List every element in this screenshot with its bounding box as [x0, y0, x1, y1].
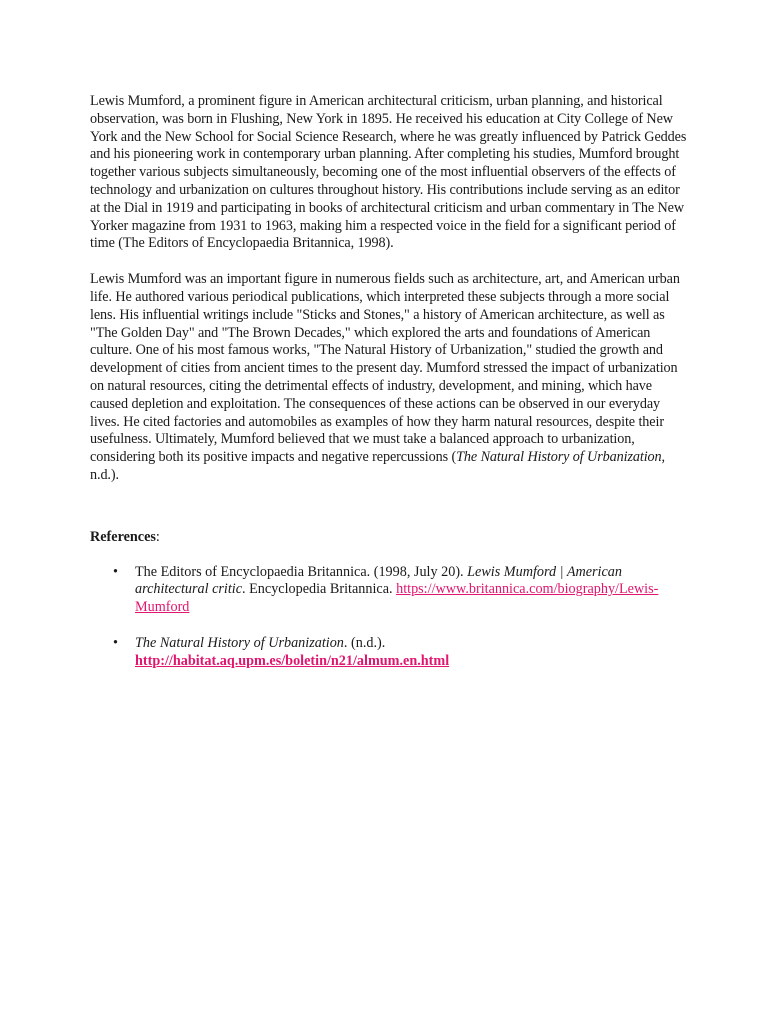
reference-item — [90, 564, 665, 617]
paragraph-2-text: Lewis Mumford was an important figure in numerous fields such as architecture, art, and American urban life. He authored various periodical publications, which interpreted these subjects through a more social lens. His influential writings include "Sticks and Stones," a history of American architecture, as well as "The Golden Day" and "The Brown Decades," which explored the arts and foundations of American culture. One of his most famous works, "The Natural History of Urbanization," studied the growth and development of cities from ancient times to the present day. Mumford stressed the impact of urbanization on natural resources, citing the detrimental effects of industry, development, and mining, which have caused depletion and exploitation. The consequences of these actions can be observed in our everyday lives. He cited factories and automobiles as examples of how they harm natural resources, despite their usefulness. Ultimately, Mumford believed that we must take a balanced approach to urbanization, considering both its positive impacts and negative repercussions ( — [90, 271, 680, 466]
reference-1-title: Lewis Mumford | American architectural critic — [135, 563, 622, 598]
references-list — [90, 564, 690, 671]
references-heading-text: References — [90, 528, 156, 545]
document-page — [90, 93, 690, 689]
reference-item — [90, 635, 665, 671]
paragraph-2-citation-tail: , n.d.). — [90, 449, 665, 483]
reference-2-suffix: . (n.d.). — [343, 634, 386, 651]
body-paragraph-1 — [90, 93, 690, 253]
references-heading-colon: : — [155, 528, 160, 545]
reference-2-link[interactable]: http://habitat.aq.upm.es/boletin/n21/almum.en.html — [135, 652, 450, 669]
paragraph-1-text: Lewis Mumford, a prominent figure in American architectural criticism, urban planning, and historical observation, was born in Flushing, New York in 1895. He received his education at City College of New York and the New School for Social Science Research, where he was greatly influenced by Patrick Geddes and his pioneering work in contemporary urban planning. After completing his studies, Mumford brought together various subjects simultaneously, becoming one of the most influential observers of the effects of technology and urbanization on cultures throughout history. His contributions include serving as an editor at the Dial in 1919 and participating in books of architectural criticism and urban commentary in The New Yorker magazine from 1931 to 1963, making him a respected voice in the field for a significant period of time (The Editors of Encyclopaedia Britannica, 1998). — [90, 93, 687, 252]
references-heading — [90, 529, 690, 547]
body-paragraph-2 — [90, 271, 690, 485]
reference-1-prefix: The Editors of Encyclopaedia Britannica. (1998, July 20). — [135, 563, 468, 580]
bullet-icon: • — [113, 563, 118, 580]
reference-1-suffix: . Encyclopedia Britannica. — [242, 581, 397, 598]
reference-1-link[interactable]: https://www.britannica.com/biography/Lewis-Mumford — [135, 581, 659, 616]
reference-2-title: The Natural History of Urbanization — [135, 634, 344, 651]
bullet-icon: • — [113, 634, 118, 651]
paragraph-2-citation-title: The Natural History of Urbanization — [456, 449, 662, 466]
